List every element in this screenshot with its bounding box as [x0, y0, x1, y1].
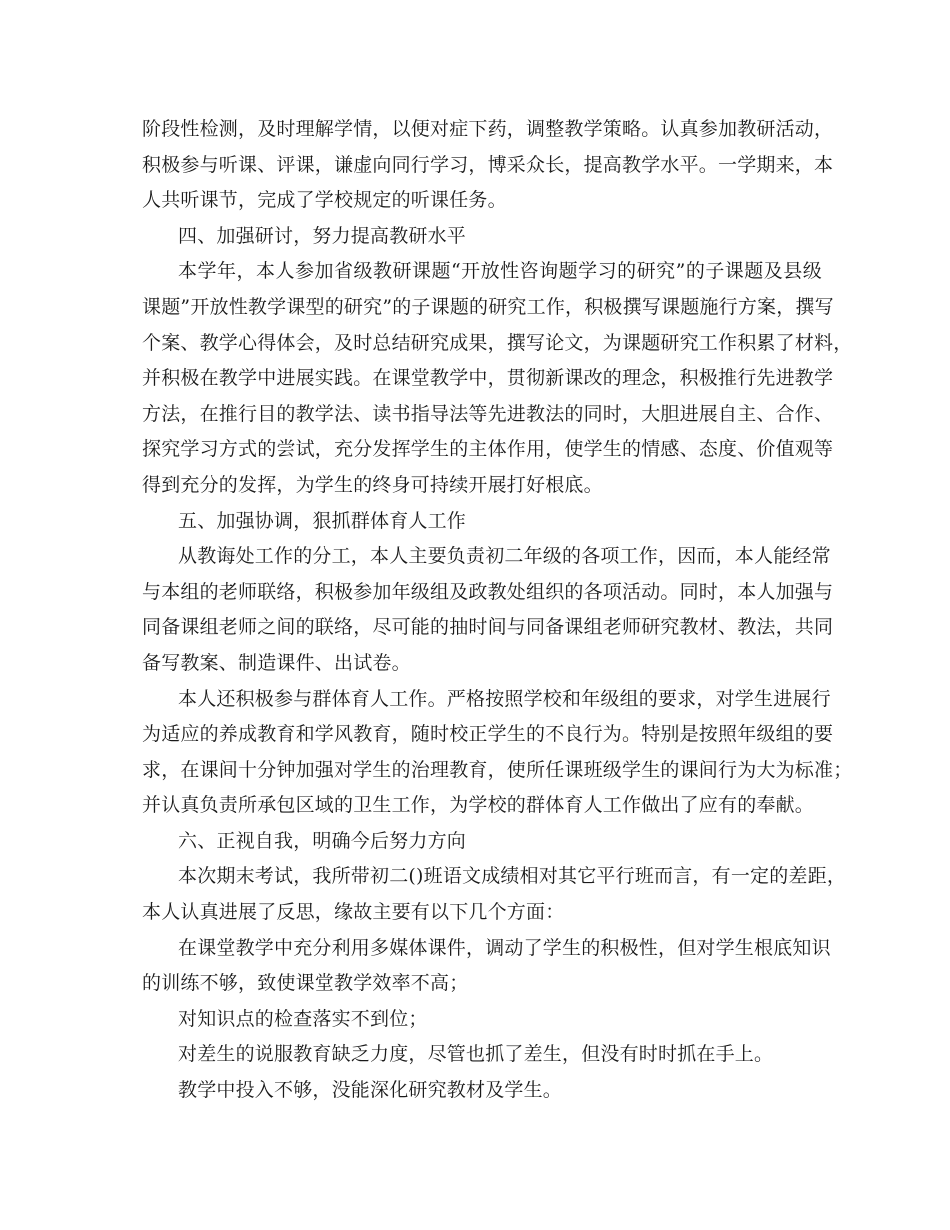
text-line: 从教诲处工作的分工，本人主要负责初二年级的各项工作，因而，本人能经常 [178, 545, 831, 568]
text-line: 备写教案、制造课件、出试卷。 [142, 651, 411, 674]
text-line: 教学中投入不够，没能深化研究教材及学生。 [178, 1079, 563, 1102]
text-line: 并认真负责所承包区域的卫生工作，为学校的群体育人工作做出了应有的奉献。 [142, 794, 815, 817]
section-heading: 六、正视自我，明确今后努力方向 [178, 829, 467, 852]
text-line: 本学年，本人参加省级教研课题“开放性咨询题学习的研究”的子课题及县级 [178, 260, 822, 283]
text-line: 为适应的养成教育和学风教育，随时校正学生的不良行为。特别是按照年级组的要 [142, 723, 834, 746]
text-line: 方法，在推行目的教学法、读书指导法等先进教法的同时，大胆进展自主、合作、 [142, 402, 834, 425]
text-line: 得到充分的发挥，为学生的终身可持续开展打好根底。 [142, 473, 603, 496]
document-body [142, 112, 853, 1109]
text-line: 探究学习方式的尝试，充分发挥学生的主体作用，使学生的情感、态度、价值观等 [142, 438, 834, 461]
text-line: 对知识点的检查落实不到位； [178, 1007, 428, 1030]
text-line: 本人还积极参与群体育人工作。严格按照学校和年级组的要求，对学生进展行 [178, 687, 831, 710]
text-line: 积极参与听课、评课，谦虚向同行学习，博采众长，提高教学水平。一学期来，本 [142, 153, 834, 176]
text-line: 课题”开放性教学课型的研究”的子课题的研究工作，积极撰写课题施行方案，撰写 [142, 295, 834, 318]
text-line: 在课堂教学中充分利用多媒体课件，调动了学生的积极性，但对学生根底知识 [178, 936, 831, 959]
section-heading: 四、加强研讨，努力提高教研水平 [178, 224, 467, 247]
text-line: 人共听课节，完成了学校规定的听课任务。 [142, 189, 507, 212]
text-line: 同备课组老师之间的联络，尽可能的抽时间与同备课组老师研究教材、教法，共同 [142, 616, 834, 639]
text-line: 对差生的说服教育缺乏力度，尽管也抓了差生，但没有时时抓在手上。 [178, 1043, 774, 1066]
text-line: 个案、教学心得体会，及时总结研究成果，撰写论文，为课题研究工作积累了材料， [142, 331, 853, 354]
text-line: 阶段性检测，及时理解学情，以便对症下药，调整教学策略。认真参加教研活动， [142, 118, 834, 140]
text-line: 求，在课间十分钟加强对学生的治理教育，使所任课班级学生的课间行为大为标准； [142, 758, 853, 781]
text-line: 的训练不够，致使课堂教学效率不高； [142, 972, 469, 995]
text-line: 并积极在教学中进展实践。在课堂教学中，贯彻新课改的理念，积极推行先进教学 [142, 367, 834, 390]
text-line: 与本组的老师联络，积极参加年级组及政教处组织的各项活动。同时，本人加强与 [142, 580, 834, 603]
section-heading: 五、加强协调，狠抓群体育人工作 [178, 509, 467, 532]
text-line: 本人认真进展了反思，缘故主要有以下几个方面： [142, 901, 565, 924]
text-line: 本次期末考试，我所带初二()班语文成绩相对其它平行班而言，有一定的差距， [178, 865, 847, 888]
